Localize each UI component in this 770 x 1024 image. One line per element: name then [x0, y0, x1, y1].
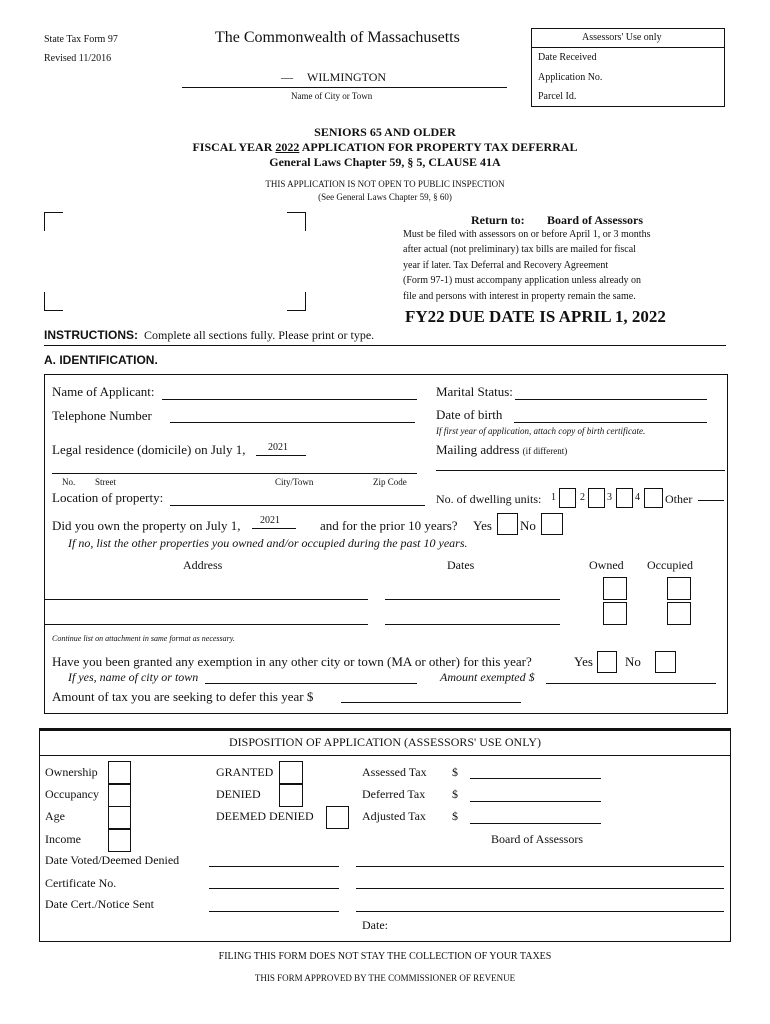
ownership-checkbox[interactable] — [108, 761, 131, 784]
assessors-use-box — [531, 28, 725, 107]
date-cert-label: Date Cert./Notice Sent — [45, 897, 154, 911]
prior-owned-1-checkbox[interactable] — [603, 577, 627, 600]
if-yes-city-input[interactable] — [205, 683, 417, 684]
date-voted-label: Date Voted/Deemed Denied — [45, 853, 180, 867]
assessor-signature-2[interactable] — [356, 888, 724, 889]
addr-street: Street — [95, 477, 116, 487]
date-cert-input[interactable] — [209, 911, 339, 912]
legal-residence-year: 2021 — [268, 442, 288, 453]
own-no-label: No — [520, 518, 536, 533]
dwelling-2-checkbox[interactable] — [588, 488, 605, 508]
denied-checkbox[interactable] — [279, 784, 303, 807]
certificate-input[interactable] — [209, 888, 339, 889]
revised-date: Revised 11/2016 — [44, 53, 112, 64]
telephone-input[interactable] — [170, 422, 415, 423]
dwelling-opt-1: 1 — [551, 492, 556, 503]
city-line — [182, 87, 507, 88]
addr-city: City/Town — [275, 477, 314, 487]
amount-exempted-input[interactable] — [546, 683, 716, 684]
col-occupied: Occupied — [647, 558, 693, 572]
age-checkbox[interactable] — [108, 806, 131, 829]
telephone-label: Telephone Number — [52, 408, 152, 423]
occupancy-checkbox[interactable] — [108, 784, 131, 807]
footer-line1: FILING THIS FORM DOES NOT STAY THE COLLECTION OF YOUR TAXES — [218, 951, 552, 962]
dwelling-other-label: Other — [665, 492, 693, 506]
own-yes-checkbox[interactable] — [497, 513, 518, 535]
exemption-no-label: No — [625, 654, 641, 669]
mailing-input[interactable] — [436, 470, 725, 471]
dwelling-other-input[interactable] — [698, 500, 724, 501]
public-inspection-ref: (See General Laws Chapter 59, § 60) — [318, 192, 452, 202]
dwelling-opt-2: 2 — [580, 492, 585, 503]
name-input[interactable] — [162, 399, 417, 400]
legal-residence-input[interactable] — [52, 473, 417, 474]
corner-mark-tl — [44, 212, 63, 231]
criteria-ownership: Ownership — [45, 765, 98, 779]
prior-address-2[interactable] — [44, 624, 368, 625]
tax-deferred-dollar: $ — [452, 787, 458, 801]
outcome-denied: DENIED — [216, 787, 261, 801]
own-question-year: 2021 — [260, 515, 280, 526]
exemption-no-checkbox[interactable] — [655, 651, 676, 673]
tax-assessed-dollar: $ — [452, 765, 458, 779]
criteria-occupancy: Occupancy — [45, 787, 99, 801]
date-label: Date: — [362, 918, 388, 932]
name-label: Name of Applicant: — [52, 384, 155, 399]
own-question-suffix: and for the prior 10 years? — [320, 518, 458, 533]
return-text-5: file and persons with interest in property remain the same. — [403, 291, 636, 302]
certificate-label: Certificate No. — [45, 876, 117, 890]
corner-mark-bl — [44, 292, 63, 311]
marital-label: Marital Status: — [436, 384, 513, 399]
mailing-label: Mailing address (if different) — [436, 442, 568, 457]
city-caption: Name of City or Town — [291, 91, 373, 101]
outcome-deemed-denied: DEEMED DENIED — [216, 809, 314, 823]
title-line3: General Laws Chapter 59, § 5, CLAUSE 41A — [269, 155, 501, 169]
return-text-1: Must be filed with assessors on or before April 1, or 3 months — [403, 229, 651, 240]
dwelling-label: No. of dwelling units: — [436, 492, 542, 506]
exemption-yes-checkbox[interactable] — [597, 651, 617, 673]
section-a-heading: A. IDENTIFICATION. — [44, 353, 158, 367]
corner-mark-br — [287, 292, 306, 311]
deemed-denied-checkbox[interactable] — [326, 806, 349, 829]
dob-input[interactable] — [514, 422, 707, 423]
if-yes-city-label: If yes, name of city or town — [68, 670, 199, 684]
legal-residence-year-line — [256, 455, 306, 456]
tax-deferred: Deferred Tax — [362, 787, 426, 801]
own-note: If no, list the other properties you owned and/or occupied during the past 10 years. — [68, 536, 468, 550]
title-line2: FISCAL YEAR 2022 APPLICATION FOR PROPERTY TAX DEFERRAL — [192, 140, 578, 154]
income-checkbox[interactable] — [108, 829, 131, 852]
legal-residence-label: Legal residence (domicile) on July 1, — [52, 442, 246, 457]
return-text-4: (Form 97-1) must accompany application unless already on — [403, 275, 641, 286]
date-voted-input[interactable] — [209, 866, 339, 867]
location-input[interactable] — [170, 505, 425, 506]
dwelling-3-checkbox[interactable] — [616, 488, 633, 508]
city-dash: — — [281, 70, 293, 84]
date-received[interactable]: Date Received — [538, 52, 597, 63]
tax-adjusted-dollar: $ — [452, 809, 458, 823]
city-name[interactable]: WILMINGTON — [307, 70, 387, 84]
assessed-tax-input[interactable] — [470, 778, 601, 779]
adjusted-tax-input[interactable] — [470, 823, 601, 824]
outcome-granted: GRANTED — [216, 765, 274, 779]
board-of-assessors: Board of Assessors — [491, 832, 583, 846]
prior-address-1[interactable] — [44, 599, 368, 600]
amount-exempted-label: Amount exempted $ — [440, 670, 535, 684]
col-owned: Owned — [589, 558, 624, 572]
form-id: State Tax Form 97 — [44, 34, 118, 45]
exemption-question: Have you been granted any exemption in any other city or town (MA or other) for this year? — [52, 654, 532, 669]
commonwealth-title: The Commonwealth of Massachusetts — [215, 29, 460, 46]
footer-line2: THIS FORM APPROVED BY THE COMMISSIONER OF REVENUE — [254, 973, 516, 983]
prior-dates-1[interactable] — [385, 599, 560, 600]
dwelling-opt-3: 3 — [607, 492, 612, 503]
return-text-3: year if later. Tax Deferral and Recovery Agreement — [403, 260, 609, 271]
prior-occupied-2-checkbox[interactable] — [667, 602, 691, 625]
amount-defer-input[interactable] — [341, 702, 521, 703]
criteria-age: Age — [45, 809, 65, 823]
parcel-id[interactable]: Parcel Id. — [538, 91, 577, 102]
criteria-income: Income — [45, 832, 81, 846]
dwelling-1-checkbox[interactable] — [559, 488, 576, 508]
exemption-yes-label: Yes — [574, 654, 593, 669]
dwelling-4-checkbox[interactable] — [644, 488, 663, 508]
assessor-signature-3[interactable] — [356, 911, 724, 912]
dob-note: If first year of application, attach copy of birth certificate. — [436, 426, 646, 436]
amount-defer-label: Amount of tax you are seeking to defer this year $ — [52, 689, 314, 704]
prior-occupied-1-checkbox[interactable] — [667, 577, 691, 600]
marital-input[interactable] — [515, 399, 707, 400]
dob-label: Date of birth — [436, 407, 503, 422]
continue-note: Continue list on attachment in same format as necessary. — [52, 634, 235, 643]
title-line1: SENIORS 65 AND OLDER — [314, 125, 456, 139]
dwelling-opt-4: 4 — [635, 492, 640, 503]
own-question: Did you own the property on July 1, — [52, 518, 241, 533]
addr-zip: Zip Code — [373, 477, 407, 487]
corner-mark-tr — [287, 212, 306, 231]
col-address: Address — [183, 558, 223, 572]
disposition-heading: DISPOSITION OF APPLICATION (ASSESSORS' USE ONLY) — [228, 735, 541, 749]
return-text-2: after actual (not preliminary) tax bills are mailed for fiscal — [403, 244, 636, 255]
location-label: Location of property: — [52, 490, 164, 505]
tax-adjusted: Adjusted Tax — [362, 809, 426, 823]
assessor-signature-1[interactable] — [356, 866, 724, 867]
own-question-year-line — [252, 528, 296, 529]
application-no[interactable]: Application No. — [538, 72, 603, 83]
own-yes-label: Yes — [473, 518, 492, 533]
col-dates: Dates — [447, 558, 475, 572]
return-to-value: Board of Assessors — [547, 213, 644, 227]
tax-assessed: Assessed Tax — [362, 765, 427, 779]
instructions: INSTRUCTIONS: Complete all sections fully. Please print or type. — [44, 328, 375, 342]
prior-owned-2-checkbox[interactable] — [603, 602, 627, 625]
prior-dates-2[interactable] — [385, 624, 560, 625]
own-no-checkbox[interactable] — [541, 513, 563, 535]
addr-no: No. — [62, 477, 76, 487]
assessors-use-title: Assessors' Use only — [582, 32, 662, 43]
deferred-tax-input[interactable] — [470, 801, 601, 802]
public-inspection-notice: THIS APPLICATION IS NOT OPEN TO PUBLIC INSPECTION — [265, 179, 505, 189]
granted-checkbox[interactable] — [279, 761, 303, 784]
return-to-label: Return to: — [471, 213, 525, 227]
due-date: FY22 DUE DATE IS APRIL 1, 2022 — [405, 307, 666, 326]
